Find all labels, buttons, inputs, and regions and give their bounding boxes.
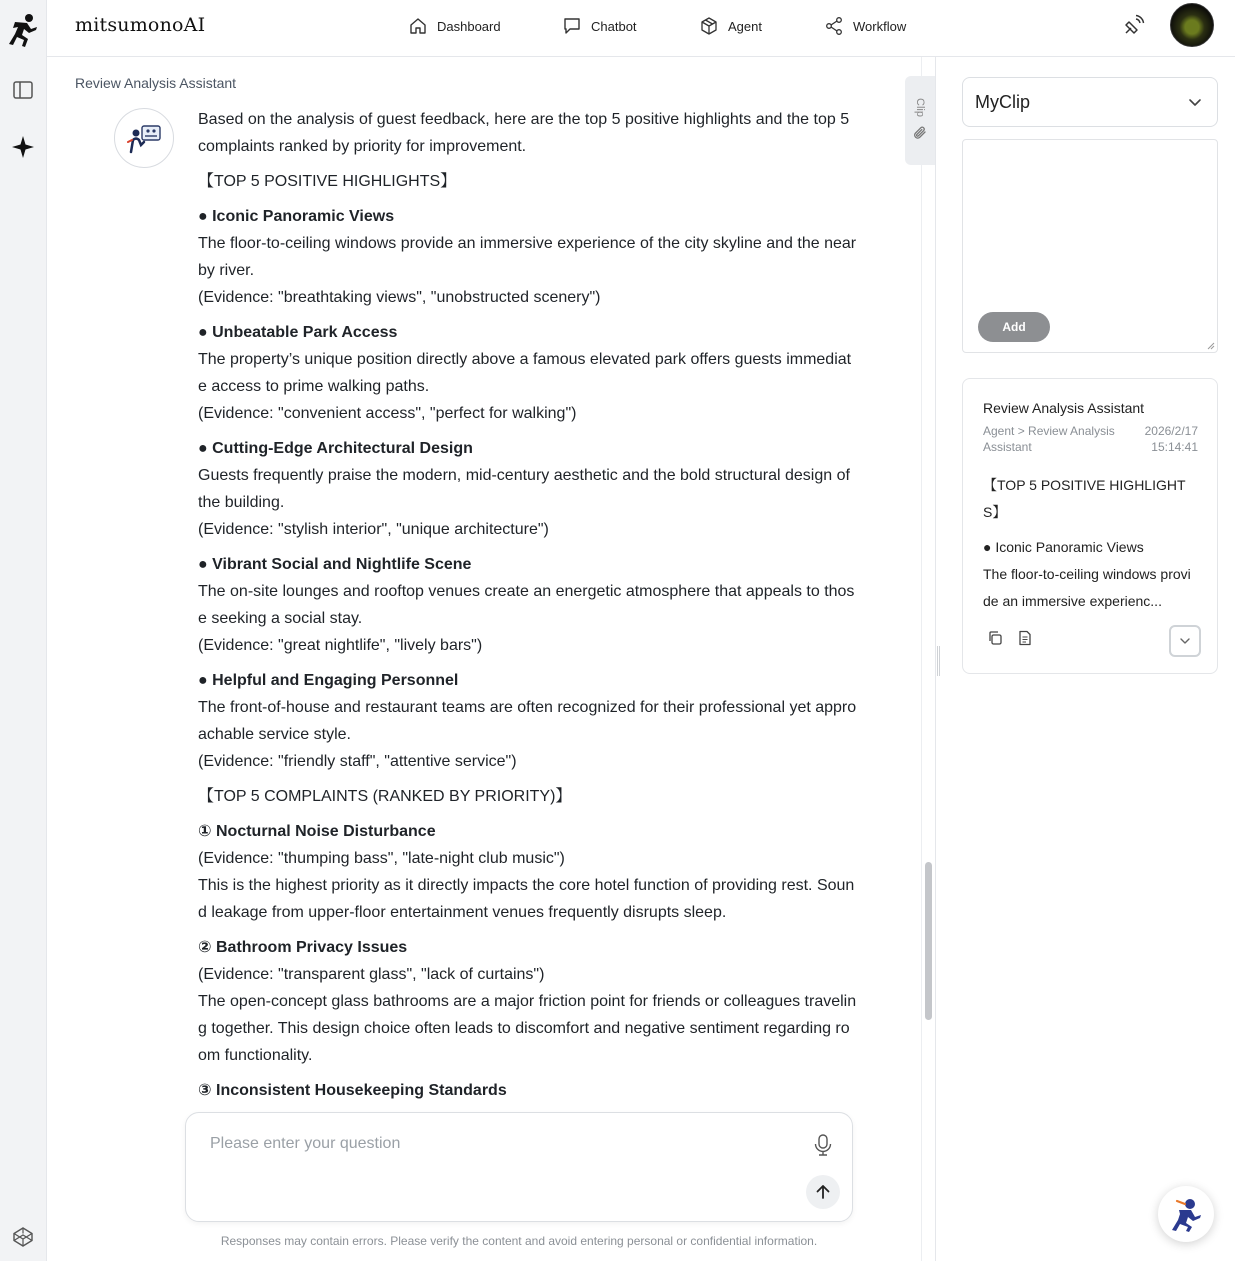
positive-title: ● Helpful and Engaging Personnel xyxy=(198,672,459,689)
paperclip-icon xyxy=(913,125,927,141)
nav-dashboard[interactable] xyxy=(408,14,501,38)
chat-area xyxy=(47,57,921,1261)
positive-text: The property’s unique position directly above a famous elevated park offers guests immediate access to prime walking paths. xyxy=(198,351,852,395)
nav-agent-label: Agent xyxy=(728,18,762,34)
satellite-icon[interactable] xyxy=(1119,12,1147,40)
message-intro: Based on the analysis of guest feedback, here are the top 5 positive highlights and the top 5 complaints ranked by priority for improvement. xyxy=(198,111,850,155)
cube-icon xyxy=(699,16,719,36)
chat-scrollbar-track xyxy=(921,57,935,1261)
resize-handle-icon[interactable] xyxy=(1207,342,1215,350)
nav-workflow-label: Workflow xyxy=(853,18,907,34)
positive-text: The front-of-house and restaurant teams are often recognized for their professional yet approachable service style. xyxy=(198,699,857,743)
question-input[interactable] xyxy=(210,1135,790,1185)
nav-chatbot[interactable] xyxy=(562,14,637,38)
app-logo[interactable] xyxy=(7,12,39,48)
expand-card-button[interactable] xyxy=(1169,625,1201,657)
chat-title: Review Analysis Assistant xyxy=(75,75,237,91)
complaint-text: This is the highest priority as it directly impacts the core hotel function of providing rest. Sound leakage from upper-floor entertainment venues frequently disrupts sleep. xyxy=(198,877,855,921)
card-date: 2026/2/17 15:14:41 xyxy=(1144,424,1198,454)
complaint-title: ② Bathroom Privacy Issues xyxy=(198,939,408,956)
positive-title: ● Unbeatable Park Access xyxy=(198,324,398,341)
complaint-evidence: (Evidence: "thumping bass", "late-night club music") xyxy=(198,850,565,867)
card-title: Review Analysis Assistant xyxy=(983,400,1145,416)
share-icon xyxy=(824,16,844,36)
card-path: Agent > Review Analysis Assistant xyxy=(983,424,1115,454)
clip-tab-label: Clip xyxy=(914,98,926,117)
clip-card[interactable] xyxy=(962,378,1218,674)
nav-dashboard-label: Dashboard xyxy=(437,18,501,34)
toggle-sidebar-icon[interactable] xyxy=(11,78,35,102)
positive-evidence: (Evidence: "friendly staff", "attentive service") xyxy=(198,753,517,770)
home-icon xyxy=(408,16,428,36)
clip-select[interactable] xyxy=(962,77,1218,127)
question-input-box xyxy=(185,1112,853,1222)
complaint-title: ① Nocturnal Noise Disturbance xyxy=(198,823,436,840)
document-icon[interactable] xyxy=(1017,630,1033,646)
microphone-icon[interactable] xyxy=(812,1133,834,1157)
send-button[interactable] xyxy=(806,1175,840,1209)
positive-evidence: (Evidence: "stylish interior", "unique architecture") xyxy=(198,521,549,538)
positive-text: The floor-to-ceiling windows provide an immersive experience of the city skyline and the nearby river. xyxy=(198,235,857,279)
sparkle-icon[interactable] xyxy=(11,135,35,159)
clip-select-value: MyClip xyxy=(975,91,1031,112)
card-preview: The floor-to-ceiling windows provide an immersive experienc... xyxy=(983,566,1191,609)
copy-icon[interactable] xyxy=(987,630,1003,646)
card-header: 【TOP 5 POSITIVE HIGHLIGHTS】 xyxy=(983,477,1186,520)
ninja-mascot-icon xyxy=(1167,1195,1205,1233)
complaint-text: The open-concept glass bathrooms are a major friction point for friends or colleagues traveling together. This design choice often leads to discomfort and negative sentiment regarding room functionality. xyxy=(198,993,857,1064)
bot-avatar xyxy=(114,108,174,168)
clip-tab[interactable] xyxy=(905,76,935,165)
positive-evidence: (Evidence: "breathtaking views", "unobstructed scenery") xyxy=(198,289,601,306)
positive-text: The on-site lounges and rooftop venues create an energetic atmosphere that appeals to those seeking a social stay. xyxy=(198,583,855,627)
top-bar xyxy=(47,0,1235,57)
positive-text: Guests frequently praise the modern, mid-century aesthetic and the bold structural design of the building. xyxy=(198,467,850,511)
positive-evidence: (Evidence: "convenient access", "perfect for walking") xyxy=(198,405,577,422)
add-button[interactable]: Add xyxy=(978,312,1050,342)
chevron-down-icon xyxy=(1179,635,1191,647)
positive-evidence: (Evidence: "great nightlife", "lively bars") xyxy=(198,637,483,654)
complaint-evidence: (Evidence: "transparent glass", "lack of curtains") xyxy=(198,966,545,983)
positive-title: ● Cutting-Edge Architectural Design xyxy=(198,440,473,457)
arrow-up-icon xyxy=(814,1183,832,1201)
positive-title: ● Vibrant Social and Nightlife Scene xyxy=(198,556,472,573)
disclaimer: Responses may contain errors. Please verify the content and avoid entering personal or confidential information. xyxy=(220,1234,818,1248)
nav-agent[interactable] xyxy=(699,14,762,38)
chat-scrollbar[interactable] xyxy=(925,862,932,1020)
card-item: ● Iconic Panoramic Views xyxy=(983,539,1144,555)
complaint-title: ③ Inconsistent Housekeeping Standards xyxy=(198,1082,507,1099)
card-body xyxy=(983,472,1198,615)
chat-icon xyxy=(562,16,582,36)
positive-header: 【TOP 5 POSITIVE HIGHLIGHTS】 xyxy=(198,173,457,190)
chevron-down-icon xyxy=(1187,94,1203,110)
positive-title: ● Iconic Panoramic Views xyxy=(198,208,395,225)
clip-textarea[interactable] xyxy=(962,139,1218,353)
user-avatar[interactable] xyxy=(1170,3,1214,47)
nav-workflow[interactable] xyxy=(824,14,906,38)
nav-chatbot-label: Chatbot xyxy=(591,18,637,34)
brand-name[interactable]: mitsumonoAI xyxy=(75,14,206,36)
clip-panel xyxy=(942,57,1235,1261)
assistant-icon xyxy=(124,118,164,158)
left-sidebar xyxy=(0,0,47,1261)
assistant-message xyxy=(198,106,858,1104)
codepen-icon[interactable] xyxy=(11,1225,35,1249)
assistant-fab[interactable] xyxy=(1158,1186,1214,1242)
complaints-header: 【TOP 5 COMPLAINTS (RANKED BY PRIORITY)】 xyxy=(198,788,572,805)
panel-resizer-grip[interactable] xyxy=(937,646,940,676)
